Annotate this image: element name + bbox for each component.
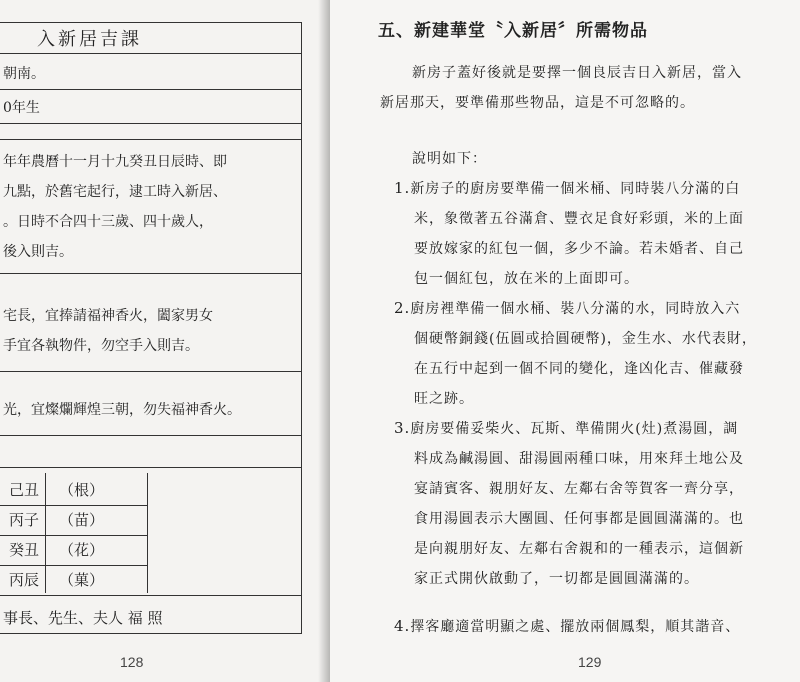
form-line: 朝南。 xyxy=(3,66,45,82)
item-line: 食用湯圓表示大團圓、任何事都是圓圓滿滿的。也 xyxy=(414,511,744,527)
item-line: 是向親朋好友、左鄰右舍親和的一種表示，這個新 xyxy=(414,541,744,557)
item-line: 要放嫁家的紅包一個，多少不論。若未婚者、自己 xyxy=(414,241,744,257)
item-line: 廚房要備妥柴火、瓦斯、準備開火(灶)煮湯圓，調 xyxy=(410,421,739,437)
pillar-stem: 己丑 xyxy=(9,481,40,499)
left-page xyxy=(0,0,330,682)
item-number: 3. xyxy=(394,419,411,437)
form-footer: 事長、先生、夫人 福 照 xyxy=(3,609,163,627)
form-line: 。日時不合四十三歲、四十歲人， xyxy=(3,214,213,230)
pillar-row xyxy=(0,475,147,505)
pillar-row xyxy=(0,505,147,535)
auspicious-form xyxy=(0,22,302,634)
pillar-row xyxy=(0,565,147,595)
form-line: 後入則吉。 xyxy=(3,244,73,260)
item-line: 宴請賓客、親朋好友、左鄰右舍等賀客一齊分享， xyxy=(414,481,744,497)
intro-line: 新房子蓋好後就是要擇一個良辰吉日入新居，當入 xyxy=(412,65,742,81)
item-number: 2. xyxy=(394,299,411,317)
page-number: 128 xyxy=(120,654,144,670)
item-number: 4. xyxy=(394,617,411,635)
item-line: 在五行中起到一個不同的變化，逢凶化吉、催藏發 xyxy=(414,361,744,377)
form-line: 光，宜燦爛輝煌三朝，勿失福神香火。 xyxy=(3,402,241,418)
bleed-through xyxy=(187,29,196,42)
right-page xyxy=(330,0,800,682)
pillar-stem: 丙辰 xyxy=(9,571,40,589)
form-line: 年年農曆十一月十九癸丑日辰時、即 xyxy=(3,154,227,170)
form-line: 0年生 xyxy=(3,100,40,116)
pillar-stem: 癸丑 xyxy=(9,541,40,559)
explain-label: 說明如下： xyxy=(412,151,487,167)
pillar-label: （根） xyxy=(59,481,105,499)
item-line: 家正式開伙啟動了，一切都是圓圓滿滿的。 xyxy=(414,571,699,587)
list-item xyxy=(394,418,738,438)
form-title: 入新居吉課 xyxy=(37,29,142,50)
form-line: 手宜各執物件，勿空手入則吉。 xyxy=(3,338,199,354)
page-number: 129 xyxy=(578,654,602,670)
form-line: 九點，於舊宅起行，逮工時入新居、 xyxy=(3,184,227,200)
item-line: 個硬幣銅錢(伍圓或拾圓硬幣)，金生水、水代表財， xyxy=(414,331,757,347)
item-number: 1. xyxy=(394,179,411,197)
pillar-stem: 丙子 xyxy=(9,511,40,529)
item-line: 料成為鹹湯圓、甜湯圓兩種口味，用來拜土地公及 xyxy=(414,451,744,467)
pillar-label: （菓） xyxy=(59,571,105,589)
list-item xyxy=(394,616,740,636)
item-line: 擇客廳適當明顯之處、擺放兩個鳳梨，順其諧音、 xyxy=(410,619,741,635)
item-line: 包一個紅包，放在米的上面即可。 xyxy=(414,271,639,287)
list-item xyxy=(394,298,740,318)
pillar-label: （苗） xyxy=(59,511,105,529)
item-line: 新房子的廚房要準備一個米桶、同時裝八分滿的白 xyxy=(410,181,741,197)
section-heading: 五、新建華堂〝入新居〞所需物品 xyxy=(378,21,648,41)
pillar-label: （花） xyxy=(59,541,105,559)
intro-line: 新居那天，要準備那些物品，這是不可忽略的。 xyxy=(380,95,695,111)
item-line: 旺之跡。 xyxy=(414,391,474,407)
list-item xyxy=(394,178,740,198)
pillar-row xyxy=(0,535,147,565)
item-line: 米，象徵著五谷滿倉、豐衣足食好彩頭，米的上面 xyxy=(414,211,744,227)
form-line: 宅長，宜捧請福神香火，闔家男女 xyxy=(3,308,213,324)
item-line: 廚房裡準備一個水桶、裝八分滿的水，同時放入六 xyxy=(410,301,741,317)
